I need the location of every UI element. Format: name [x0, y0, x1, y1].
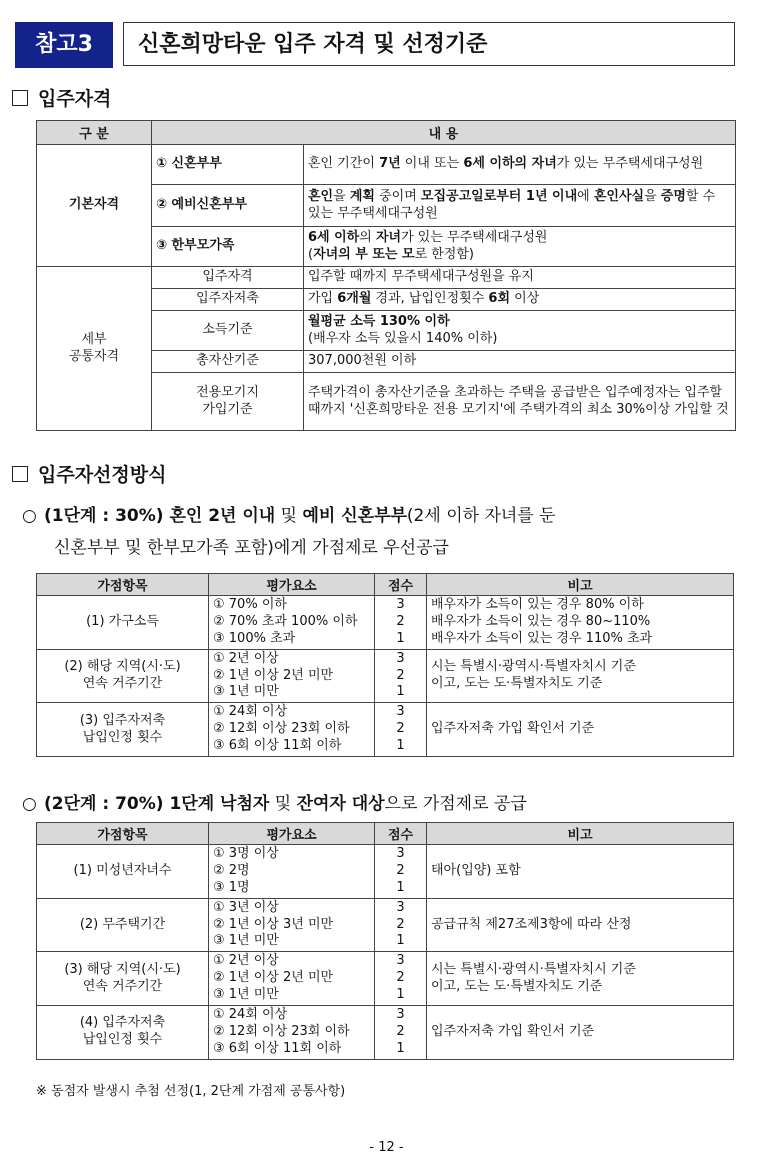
row-content: 6세 이하의 자녀가 있는 무주택세대구성원 (자녀의 부 또는 모로 한정함): [304, 227, 736, 267]
col-header: 평가요소: [209, 574, 375, 596]
checkbox-square-icon: [12, 466, 28, 482]
note-line: 배우자가 소득이 있는 경우 80% 이하: [431, 597, 644, 612]
elements-cell: [209, 596, 375, 650]
checkbox-square-icon: [12, 90, 28, 106]
score-line: 2: [396, 970, 405, 986]
row-content: 입주할 때까지 무주택세대구성원을 유지: [304, 267, 736, 289]
score-line: 1: [396, 738, 405, 754]
col-header-category: 구 분: [37, 121, 152, 145]
score-line: 2: [396, 721, 405, 737]
score-line: 3: [396, 597, 405, 612]
score-line: 2: [396, 613, 405, 629]
eligibility-table: [36, 120, 736, 431]
table-row: [37, 898, 734, 952]
table-row: [37, 952, 734, 1006]
item-cell: (3) 입주자저축 납입인정 횟수: [37, 703, 209, 757]
row-label: 입주자저축: [152, 289, 304, 311]
note-line: 배우자가 소득이 있는 경우 80~110%: [431, 613, 651, 629]
col-header: 평가요소: [209, 823, 375, 845]
score-line: 1: [396, 630, 405, 646]
element-line: ② 1년 이상 2년 미만: [213, 970, 334, 986]
score-line: 1: [396, 1040, 405, 1056]
col-header: 점수: [375, 574, 427, 596]
step1-text: ○ (1단계 : 30%) 혼인 2년 이내 및 예비 신혼부부(2세 이하 자녀를 둔 신혼부부 및 한부모가족 포함)에게 가점제로 우선공급: [22, 500, 556, 564]
table-row: [37, 1006, 734, 1060]
note-cell: [427, 703, 734, 757]
note-line: 시는 특별시·광역시·특별자치시 기준: [431, 961, 636, 977]
note-cell: [427, 649, 734, 703]
element-line: ② 1년 이상 3년 미만: [213, 916, 334, 932]
section-title: 입주자격: [38, 88, 112, 110]
elements-cell: [209, 1006, 375, 1060]
elements-cell: [209, 845, 375, 899]
note-line: 태아(입양) 포함: [431, 862, 521, 878]
section-heading-eligibility: [12, 84, 111, 111]
score-line: 3: [396, 704, 405, 720]
score-line: 3: [396, 899, 405, 915]
step2-score-table: [36, 822, 734, 1060]
row-label: ② 예비신혼부부: [152, 185, 304, 227]
item-cell: (1) 가구소득: [37, 596, 209, 650]
row-label: 입주자격: [152, 267, 304, 289]
row-content: 주택가격이 총자산기준을 초과하는 주택을 공급받은 입주예정자는 입주할 때까지 '신혼희망타운 전용 모기지'에 주택가격의 최소 30%이상 가입할 것: [304, 373, 736, 431]
footnote: ※ 동점자 발생시 추첨 선정(1, 2단계 가점제 공통사항): [36, 1084, 346, 1099]
element-line: ③ 6회 이상 11회 이하: [213, 738, 342, 754]
score-line: 1: [396, 987, 405, 1003]
note-cell: [427, 845, 734, 899]
reference-tag: 참고3: [15, 22, 113, 68]
table-row: [37, 596, 734, 650]
row-content: 혼인 기간이 7년 이내 또는 6세 이하의 자녀가 있는 무주택세대구성원: [304, 145, 736, 185]
group-common: 세부 공통자격: [37, 267, 152, 431]
score-cell: [375, 596, 427, 650]
page-header: [15, 22, 737, 68]
score-line: 3: [396, 953, 405, 969]
row-content: 혼인을 계획 중이며 모집공고일로부터 1년 이내에 혼인사실을 증명할 수 있는 무주택세대구성원: [304, 185, 736, 227]
note-cell: [427, 1006, 734, 1060]
step1-score-table: [36, 573, 734, 757]
item-cell: (1) 미성년자녀수: [37, 845, 209, 899]
page-title: 신혼희망타운 입주 자격 및 선정기준: [123, 22, 735, 66]
score-cell: [375, 649, 427, 703]
score-cell: [375, 845, 427, 899]
element-line: ① 2년 이상: [213, 953, 279, 969]
row-label: 전용모기지 가입기준: [152, 373, 304, 431]
note-line: 공급규칙 제27조제3항에 따라 산정: [431, 916, 632, 932]
section-heading-selection: [12, 460, 166, 487]
score-line: 3: [396, 650, 405, 666]
score-line: 2: [396, 1023, 405, 1039]
score-line: 1: [396, 684, 405, 700]
elements-cell: [209, 649, 375, 703]
note-line: 입주자저축 가입 확인서 기준: [431, 721, 595, 737]
row-label: 총자산기준: [152, 351, 304, 373]
element-line: ② 2명: [213, 862, 250, 878]
element-line: ② 1년 이상 2년 미만: [213, 667, 334, 683]
note-cell: [427, 952, 734, 1006]
note-line: 이고, 도는 도·특별자치도 기준: [431, 978, 603, 994]
col-header: 가점항목: [37, 823, 209, 845]
col-header: 가점항목: [37, 574, 209, 596]
note-line: 입주자저축 가입 확인서 기준: [431, 1023, 595, 1039]
elements-cell: [209, 952, 375, 1006]
item-cell: (3) 해당 지역(시·도) 연속 거주기간: [37, 952, 209, 1006]
note-cell: [427, 898, 734, 952]
element-line: ① 24회 이상: [213, 1007, 288, 1023]
note-line: 시는 특별시·광역시·특별자치시 기준: [431, 659, 636, 675]
group-basic: 기본자격: [37, 145, 152, 267]
score-line: 1: [396, 933, 405, 949]
element-line: ③ 1년 미만: [213, 684, 279, 700]
element-line: ① 2년 이상: [213, 650, 279, 666]
element-line: ① 3명 이상: [213, 846, 279, 861]
element-line: ① 3년 이상: [213, 899, 279, 915]
element-line: ② 12회 이상 23회 이하: [213, 1023, 350, 1039]
section-title: 입주자선정방식: [38, 464, 167, 486]
row-label: 소득기준: [152, 311, 304, 351]
score-line: 1: [396, 879, 405, 895]
score-cell: [375, 898, 427, 952]
score-cell: [375, 952, 427, 1006]
element-line: ① 70% 이하: [213, 597, 287, 612]
col-header: 비고: [427, 823, 734, 845]
item-cell: (2) 해당 지역(시·도) 연속 거주기간: [37, 649, 209, 703]
note-cell: [427, 596, 734, 650]
note-line: 이고, 도는 도·특별자치도 기준: [431, 676, 603, 691]
row-content: 가입 6개월 경과, 납입인정횟수 6회 이상: [304, 289, 736, 311]
score-line: 2: [396, 916, 405, 932]
elements-cell: [209, 898, 375, 952]
score-line: 3: [396, 1007, 405, 1023]
col-header: 비고: [427, 574, 734, 596]
score-cell: [375, 703, 427, 757]
col-header-content: 내 용: [152, 121, 736, 145]
score-cell: [375, 1006, 427, 1060]
item-cell: (4) 입주자저축 납입인정 횟수: [37, 1006, 209, 1060]
element-line: ③ 6회 이상 11회 이하: [213, 1040, 342, 1056]
row-label: ① 신혼부부: [152, 145, 304, 185]
table-row: [37, 845, 734, 899]
element-line: ③ 1년 미만: [213, 987, 279, 1003]
table-row: [37, 703, 734, 757]
row-content: 월평균 소득 130% 이하 (배우자 소득 있을시 140% 이하): [304, 311, 736, 351]
row-content: 307,000천원 이하: [304, 351, 736, 373]
element-line: ② 70% 초과 100% 이하: [213, 613, 358, 629]
table-row: [37, 649, 734, 703]
score-line: 2: [396, 667, 405, 683]
bullet-circle: ○: [22, 794, 37, 814]
element-line: ① 24회 이상: [213, 704, 288, 720]
element-line: ③ 1명: [213, 879, 250, 895]
elements-cell: [209, 703, 375, 757]
bullet-circle: ○: [22, 506, 37, 526]
score-line: 3: [396, 846, 405, 861]
step2-text: ○ (2단계 : 70%) 1단계 낙첨자 및 잔여자 대상으로 가점제로 공급: [22, 788, 527, 820]
row-label: ③ 한부모가족: [152, 227, 304, 267]
page-number: - 12 -: [369, 1140, 404, 1155]
score-line: 2: [396, 862, 405, 878]
item-cell: (2) 무주택기간: [37, 898, 209, 952]
col-header: 점수: [375, 823, 427, 845]
element-line: ③ 100% 초과: [213, 630, 296, 646]
element-line: ③ 1년 미만: [213, 933, 279, 949]
element-line: ② 12회 이상 23회 이하: [213, 721, 350, 737]
note-line: 배우자가 소득이 있는 경우 110% 초과: [431, 630, 653, 646]
